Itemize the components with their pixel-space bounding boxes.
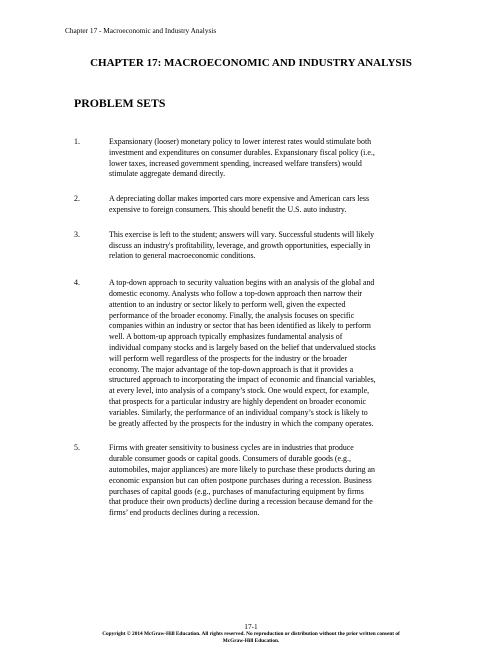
problem-text-line: will perform well regardless of the prospects for the industry or the broader — [109, 353, 347, 363]
problem-text-line: economy. The major advantage of the top-down approach is that it provides a — [109, 364, 354, 374]
problem-text-line: variables. Similarly, the performance of an individual company’s stock is likely to — [109, 407, 368, 417]
problem-list — [74, 137, 434, 519]
problem-item-2 — [74, 194, 434, 216]
problem-text-line: individual company stocks and is largely based on the belief that undervalued stocks — [109, 342, 376, 352]
problem-text-line: relation to general macroeconomic conditions. — [109, 251, 256, 261]
problem-text-line: investment and expenditures on consumer durables. Expansionary fiscal policy (i.e., — [109, 147, 375, 157]
section-heading: PROBLEM SETS — [74, 96, 166, 110]
problem-item-1 — [74, 137, 434, 180]
copyright-line: McGraw-Hill Education. — [222, 638, 280, 644]
problem-text-line: economic expansion but can often postpone purchases during a recession. Business — [109, 475, 372, 485]
problem-number: 3. — [74, 229, 80, 239]
problem-text-line: firms’ end products declines during a recession. — [109, 508, 260, 518]
problem-text-line: companies within an industry or sector that has been identified as likely to perform — [109, 321, 371, 331]
problem-text-line: well. A bottom-up approach typically emphasizes fundamental analysis of — [109, 332, 343, 342]
copyright-line: Copyright © 2014 McGraw-Hill Education. All rights reserved. No reproduction or distribution without the prior written consent of — [102, 631, 400, 637]
problem-number: 4. — [74, 278, 80, 288]
problem-text-line: automobiles, major appliances) are more likely to purchase these products during an — [109, 464, 376, 474]
problem-item-3 — [74, 230, 434, 262]
problem-text-line: that prospects for a particular industry are highly dependent on broader economic — [109, 396, 367, 406]
page-number: 17-1 — [244, 622, 258, 631]
running-header: Chapter 17 - Macroeconomic and Industry Analysis — [65, 26, 217, 35]
copyright-footer — [0, 631, 502, 645]
problem-text-line: A depreciating dollar makes imported cars more expensive and American cars less — [109, 194, 370, 204]
problem-text-line: discuss an industry's profitability, leverage, and growth opportunities, especially in — [109, 240, 371, 250]
problem-text-line: at every level, into analysis of a company’s stock. One would expect, for example, — [109, 386, 370, 396]
chapter-title: CHAPTER 17: MACROECONOMIC AND INDUSTRY ANALYSIS — [90, 57, 412, 69]
problem-text-line: domestic economy. Analysts who follow a top-down approach then narrow their — [109, 288, 363, 298]
problem-text-line: stimulate aggregate demand directly. — [109, 169, 226, 179]
problem-text-line: expensive to foreign consumers. This should benefit the U.S. auto industry. — [109, 204, 347, 214]
problem-text-line: be greatly affected by the prospects for the industry in which the company operates. — [109, 418, 374, 428]
problem-item-5 — [74, 443, 434, 519]
problem-text-line: This exercise is left to the student; answers will vary. Successful students will likely — [109, 229, 375, 239]
problem-text-line: that produce their own products) decline during a recession because demand for the — [109, 497, 373, 507]
problem-text-line: Firms with greater sensitivity to business cycles are in industries that produce — [109, 443, 354, 453]
problem-text-line: attention to an industry or sector likely to perform well, given the expected — [109, 299, 346, 309]
problem-text-line: performance of the broader economy. Finally, the analysis focuses on specific — [109, 310, 355, 320]
problem-number: 1. — [74, 137, 80, 146]
problem-text-line: durable consumer goods or capital goods. Consumers of durable goods (e.g., — [109, 454, 351, 464]
problem-text-line: structured approach to incorporating the impact of economic and financial variables, — [109, 375, 376, 385]
problem-text-line: purchases of capital goods (e.g., purchases of manufacturing equipment by firms — [109, 486, 364, 496]
problem-number: 5. — [74, 443, 80, 453]
problem-item-4 — [74, 278, 434, 429]
problem-text-line: A top-down approach to security valuation begins with an analysis of the global and — [109, 278, 375, 288]
problem-text-line: lower taxes, increased government spending, increased welfare transfers) would — [109, 158, 362, 168]
problem-text-line: Expansionary (looser) monetary policy to lower interest rates would stimulate both — [109, 137, 372, 146]
problem-number: 2. — [74, 194, 80, 204]
